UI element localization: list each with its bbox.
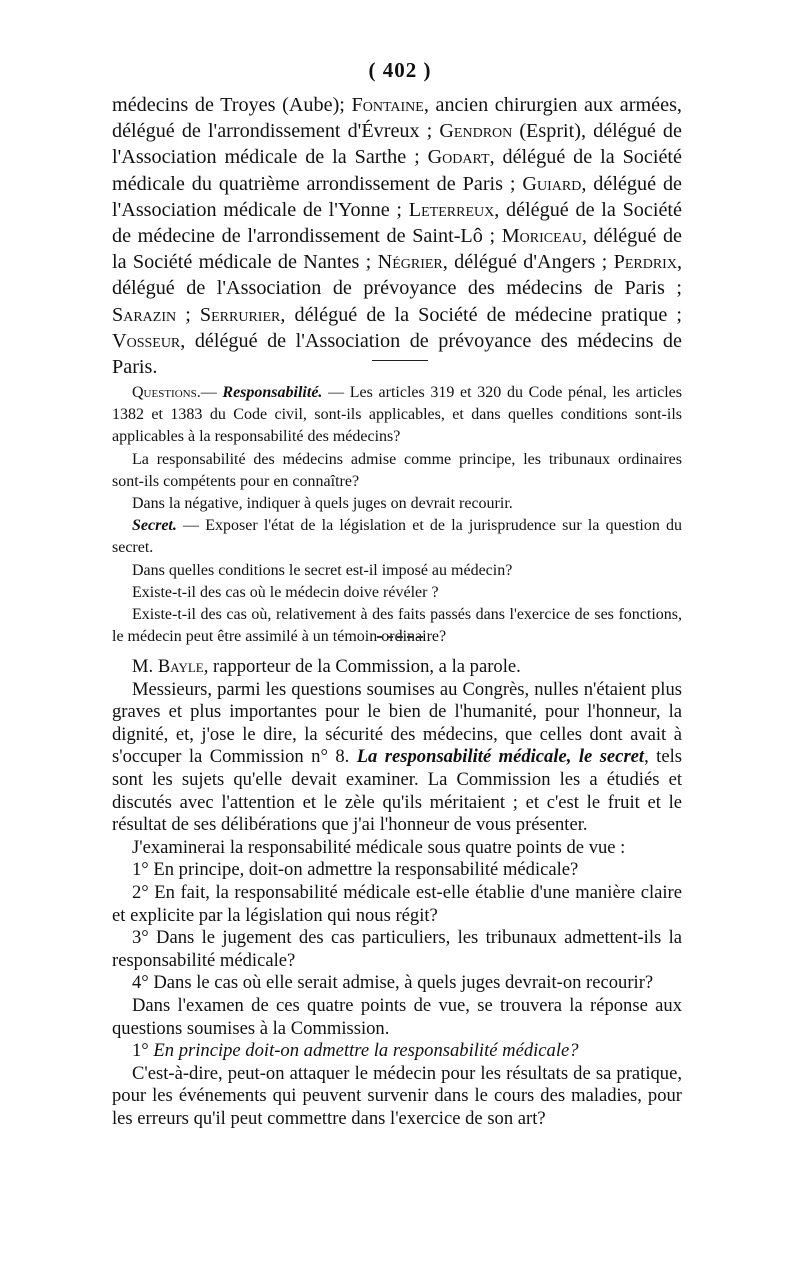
- delegates-paragraph: médecins de Troyes (Aube); Fontaine, ancien chirurgien aux armées, délégué de l'arrondissement d'Évreux ; Gendron (Esprit), délégué de l'Association médicale de la Sarthe ; Godart, délégué de la Société médicale du quatrième arrondissement de Paris ; Guiard, délégué de l'Association médicale de l'Yonne ; Leterreux, délégué de la Société de médecine de l'arrondissement de Saint-Lô ; Moriceau, délégué de la Société médicale de Nantes ; Négrier, délégué d'Angers ; Perdrix, délégué de l'Association de prévoyance des médecins de Paris ; Sarazin ; Serrurier, délégué de la Société de médecine pratique ; Vosseur, délégué de l'Association de prévoyance des médecins de Paris.: [112, 94, 682, 379]
- report-paragraph: 1° En principe, doit-on admettre la responsabilité médicale?: [132, 859, 579, 881]
- question-paragraph: Existe-t-il des cas où le médecin doive révéler ?: [132, 583, 439, 601]
- section-divider: [372, 360, 428, 361]
- report-paragraph: 2° En fait, la responsabilité médicale est-elle établie d'une manière claire et explicite par la législation qui nous régit?: [112, 881, 682, 926]
- report-paragraph: 4° Dans le cas où elle serait admise, à quels juges devrait-on recourir?: [132, 972, 654, 994]
- questions-section: [112, 382, 682, 648]
- report-paragraph: C'est-à-dire, peut-on attaquer le médecin pour les résultats de sa pratique, pour les événements qui peuvent survenir dans le cours des maladies, pour les erreurs qu'il peut commettre dans l'exercice de son art?: [112, 1062, 682, 1129]
- report-paragraph: 3° Dans le jugement des cas particuliers, les tribunaux admettent-ils la responsabilité médicale?: [112, 927, 682, 971]
- ornamental-divider: [377, 636, 423, 638]
- question-paragraph: Existe-t-il des cas où, relativement à des faits passés dans l'exercice de ses fonctions, le médecin peut être assimilé à un témoin ordinaire?: [112, 606, 682, 646]
- report-paragraph: 1° En principe doit-on admettre la responsabilité médicale?: [132, 1040, 579, 1062]
- report-paragraph: Dans l'examen de ces quatre points de vue, se trouvera la réponse aux questions soumises à la Commission.: [112, 994, 682, 1039]
- question-paragraph: Dans quelles conditions le secret est-il imposé au médecin?: [132, 561, 513, 579]
- question-paragraph: Secret. — Exposer l'état de la législation et de la jurisprudence sur la question du secret.: [112, 517, 682, 557]
- report-paragraph: J'examinerai la responsabilité médicale sous quatre points de vue :: [132, 836, 626, 858]
- question-paragraph: Questions.— Responsabilité. — Les articles 319 et 320 du Code pénal, les articles 1382 et 1383 du Code civil, sont-ils applicables, et dans quelles conditions sont-ils applicables à la responsabilité des médecins?: [112, 384, 683, 446]
- report-section: [112, 656, 682, 1130]
- page-number: ( 402 ): [368, 58, 432, 82]
- question-paragraph: Dans la négative, indiquer à quels juges on devrait recourir.: [132, 495, 513, 513]
- report-paragraph: Messieurs, parmi les questions soumises au Congrès, nulles n'étaient plus graves et plus importantes pour le bien de l'humanité, pour l'honneur, la dignité, et, j'ose le dire, la sécurité des médecins, que celles dont avait à s'occuper la Commission n° 8. La responsabilité médicale, le secret, tels sont les sujets qu'elle devait examiner. La Commission les a étudiés et discutés avec l'attention et le zèle qu'ils méritaient ; et c'est le fruit et le résultat de ses délibérations que j'ai l'honneur de vous présenter.: [112, 678, 682, 836]
- question-paragraph: La responsabilité des médecins admise comme principe, les tribunaux ordinaires sont-ils compétents pour en connaître?: [112, 450, 682, 490]
- report-paragraph: M. Bayle, rapporteur de la Commission, a la parole.: [132, 656, 521, 677]
